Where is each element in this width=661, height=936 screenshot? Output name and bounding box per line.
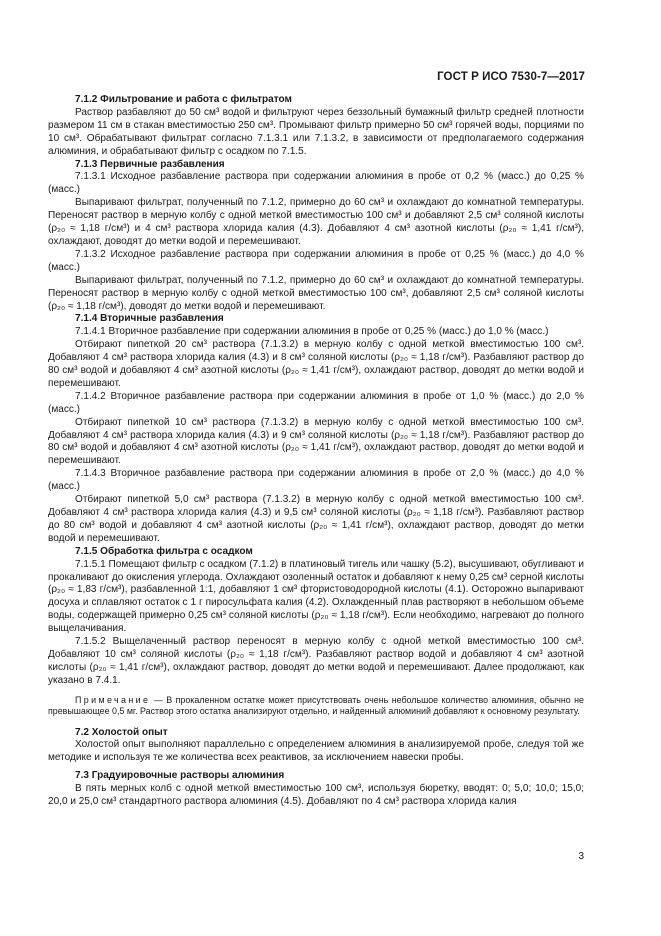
paragraph: 7.1.4.1 Вторичное разбавление при содержании алюминия в пробе от 0,25 % (масс.) до 1,0 % (масс.) (75, 326, 549, 338)
paragraph: 7.1.3.2 Исходное разбавление раствора при содержании алюминия в пробе от 0,25 % (масс.) до 4,0 % (масс.) (48, 248, 584, 273)
document-header: ГОСТ Р ИСО 7530-7—2017 (437, 71, 585, 83)
paragraph: Раствор разбавляют до 50 см³ водой и фильтруют через беззольный бумажный фильтр средней плотности размером 11 см в стакан вместимостью 250 см³. Промывают фильтр примерно 50 см³ горячей воды, порциями по 10 см³. Обрабатывают фильтрат согласно 7.1.3.1 или 7.1.3.2, в зависимости от предполагаемого содержания алюминия, и обрабатывают фильтр с осадком по 7.1.5. (48, 106, 584, 157)
paragraph: Выпаривают фильтрат, полученный по 7.1.2, примерно до 60 см³ и охлаждают до комнатной температуры. Переносят раствор в мерную колбу с одной меткой вместимостью 100 см³, добавляют 2,5 см³ соляной кислоты (ρ₂₀ ≈ 1,18 г/см³), доводят до метки водой и перемешивают. (48, 274, 584, 312)
paragraph: 7.1.4.2 Вторичное разбавление раствора при содержании алюминия в пробе от 1,0 % (масс.) до 2,0 % (масс.) (48, 390, 584, 415)
section-heading-7-1-2: 7.1.2 Фильтрование и работа с фильтратом (75, 94, 292, 105)
section-heading-7-1-4: 7.1.4 Вторичные разбавления (75, 313, 224, 325)
paragraph: Отбирают пипеткой 5,0 см³ раствора (7.1.3.2) в мерную колбу с одной меткой вместимостью 100 см³. Добавляют 4 см³ раствора хлорида калия (4.3) и 9,5 см³ соляной кислоты (ρ₂₀ ≈ 1,18 г/см³). Разбавляют раствор до 80 см³ водой и добавляют 4 см³ азотной кислоты (ρ₂₀ ≈ 1,41 г/см³), охлаждают раствор, доводят до метки водой и перемешивают. (48, 494, 584, 544)
section-heading-7-2: 7.2 Холостой опыт (75, 726, 168, 738)
note-label: Примечание (75, 694, 151, 705)
paragraph: 7.1.3.1 Исходное разбавление раствора при содержании алюминия в пробе от 0,2 % (масс.) до 0,25 % (масс.) (48, 171, 584, 196)
paragraph: 7.1.4.3 Вторичное разбавление раствора при содержании алюминия в пробе от 2,0 % (масс.) до 4,0 % (масс.) (48, 468, 584, 493)
paragraph: 7.1.5.2 Выщелаченный раствор переносят в мерную колбу с одной меткой вместимостью 100 см³. Добавляют 10 см³ соляной кислоты (ρ₂₀ ≈ 1,18 г/см³). Разбавляют раствор водой и добавляют 4 см³ азотной кислоты (ρ₂₀ ≈ 1,41 г/см³), охлаждают раствор, доводят до метки водой и перемешивают. Далее продолжают, как указано в 7.4.1. (48, 636, 584, 686)
note-text: — В прокаленном остатке может присутствовать очень небольшое количество алюминия, обычно не превышающее 0,5 мг. Раствор этого остатка анализируют отдельно, и найденный алюминий добавляют к основному результату. (48, 694, 584, 717)
section-heading-7-1-3: 7.1.3 Первичные разбавления (75, 158, 225, 170)
paragraph: Выпаривают фильтрат, полученный по 7.1.2, примерно до 60 см³ и охлаждают до комнатной температуры. Переносят раствор в мерную колбу с одной меткой вместимостью 100 см³ и добавляют 2,5 см³ соляной кислоты (ρ₂₀ ≈ 1,18 г/см³) и 4 см³ раствора хлорида калия (4.3). Добавляют 4 см³ азотной кислоты (ρ₂₀ ≈ 1,41 г/см³), охлаждают, доводят до метки водой и перемешивают. (48, 197, 584, 247)
page-number: 3 (578, 851, 584, 862)
section-heading-7-3: 7.3 Градуировочные растворы алюминия (75, 770, 285, 782)
paragraph: Отбирают пипеткой 20 см³ раствора (7.1.3.2) в мерную колбу с одной меткой вместимостью 100 см³. Добавляют 4 см³ раствора хлорида калия (4.3) и 8 см³ соляной кислоты (ρ₂₀ ≈ 1,18 г/см³). Разбавляют раствор до 80 см³ водой и добавляют 4 см³ азотной кислоты (ρ₂₀ ≈ 1,41 г/см³), охлаждают раствор, доводят до метки водой и перемешивают. (48, 339, 584, 389)
paragraph: Отбирают пипеткой 10 см³ раствора (7.1.3.2) в мерную колбу с одной меткой вместимостью 100 см³. Добавляют 4 см³ раствора хлорида калия (4.3) и 9 см³ соляной кислоты (ρ₂₀ ≈ 1,18 г/см³). Разбавляют раствор до 80 см³ водой и добавляют 4 см³ азотной кислоты (ρ₂₀ ≈ 1,41 г/см³), охлаждают раствор, доводят до метки водой и перемешивают. (48, 416, 584, 467)
paragraph: В пять мерных колб с одной меткой вместимостью 100 см³, используя бюретку, вводят: 0; 5,0; 10,0; 15,0; 20,0 и 25,0 см³ стандартного раствора алюминия (4.5). Добавляют по 4 см³ раствора хлорида калия (48, 783, 584, 808)
section-heading-7-1-5: 7.1.5 Обработка фильтра с осадком (75, 545, 253, 557)
paragraph: 7.1.5.1 Помещают фильтр с осадком (7.1.2) в платиновый тигель или чашку (5.2), высушивают, обугливают и прокаливают до окисления углерода. Охлаждают озоленный остаток и добавляют к нему 0,25 см³ серной кислоты (ρ₂₀ ≈ 1,83 г/см³), разбавленной 1:1, добавляют 1 см³ фтористоводородной кислоты (4.1). Осторожно выпаривают досуха и сплавляют остаток с 1 г пиросульфата калия (4.2). Охлажденный плав растворяют в небольшом объеме воды, содержащей примерно 0,25 см³ соляной кислоты (ρ₂₀ ≈ 1,18 г/см³). Если необходимо, нагревают до полного выщелачивания. (48, 558, 584, 635)
paragraph: Холостой опыт выполняют параллельно с определением алюминия в анализируемой пробе, следуя той же методике и используя те же количества всех реактивов, за исключением навески пробы. (48, 739, 584, 764)
document-body (48, 94, 584, 809)
note (48, 695, 584, 718)
